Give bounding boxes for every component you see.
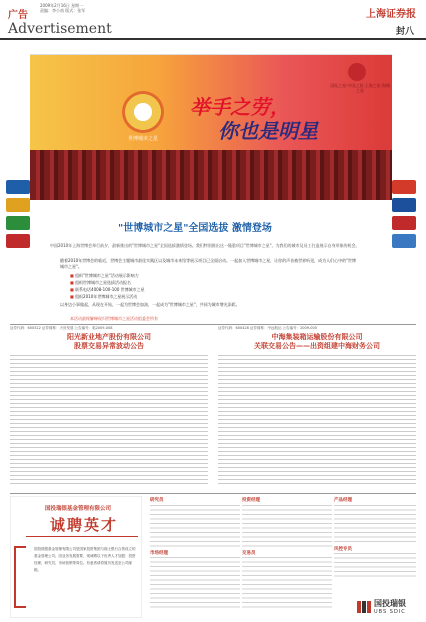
sponsor-logo-icon — [6, 180, 30, 194]
recruit-ad — [10, 496, 142, 618]
bullet-item: ■ 组织2010年世博城市之星展示活动 — [70, 293, 330, 300]
notice-title: 关联交易公告——出资组建中海财务公司 — [254, 342, 380, 350]
job-description — [242, 557, 332, 609]
crowd-silhouette — [30, 150, 392, 200]
page-number: 封八 — [395, 27, 414, 37]
slogan-line-2: 你也是明星 — [218, 119, 318, 143]
sponsor-logos-right — [392, 180, 416, 252]
job-description — [242, 505, 332, 549]
section-divider — [10, 324, 416, 325]
recruit-text: 国投瑞银基金管理有限公司是国家投资集团与瑞士银行合资设立的基金管理公司。因业务发展需要，现诚聘以下优秀人才加盟：投资经理、研究员、市场营销等岗位。有意者请将简历发送至公司邮箱。 — [34, 547, 136, 572]
banner-body-text: 随着2010年世博会的临近，世博会主题城市最佳实践区以及城市未来馆等展示项目已全面启动。一起加入世博城市之星，让你的声音被世界听见，成为人们心中的"世博城市之星"。 — [60, 258, 357, 269]
job-description — [334, 553, 416, 579]
advertisement-heading: Advertisement — [8, 21, 112, 37]
banner-body — [60, 258, 360, 272]
jobs-column — [150, 496, 240, 616]
slogan-line-1: 举手之劳， — [190, 95, 290, 119]
recruit-headline: 诚聘英才 — [49, 516, 118, 534]
bullet-item: ■ 联系电话4008-100-100 世博城市之星 — [70, 286, 330, 293]
banner-footer: 本活动最终解释权归世博城市之星活动组委会所有 — [70, 316, 158, 321]
notice-left — [10, 326, 208, 490]
notice-meta: 证券代码：600428 证券简称：中远航运 公告编号：2009-005 — [218, 326, 317, 330]
expo-star-logo-text: 世博城市之星 — [127, 136, 158, 142]
ubs-mark-icon — [356, 600, 372, 614]
job-heading: 交易员 — [242, 550, 256, 556]
sponsor-logo-text: 国际之星·中国之星·上海之星·海城之星 — [330, 83, 390, 93]
date-line — [40, 3, 85, 13]
sponsor-logo-icon — [392, 234, 416, 248]
banner-closing: 以身边小事做起，从现在开始，一起为世博会加油，一起成为"世博城市之星"，共同为城市增光添彩。 — [60, 302, 240, 307]
notice-right — [218, 326, 416, 490]
banner-intro: 中国2010年上海世博会举行前夕，最新推出的"世博城市之星"全国选拔激情登场。我们特别推出这一隆重项目"世博城市之星"，为我们的城市及员工打造展示自身形象的机会。 — [50, 243, 360, 248]
job-description — [150, 557, 240, 609]
ubs-sub: UBS SDIC — [374, 609, 406, 615]
notice-company: 阳光新业地产股份有限公司 — [67, 333, 151, 341]
bullet-item: ■ 组织"世博城市之星"活动展示影响力 — [70, 272, 330, 279]
job-description — [150, 505, 240, 549]
newspaper-name: 上海证券报 — [366, 9, 416, 20]
notice-company: 中海集装箱运输股份有限公司 — [271, 333, 363, 341]
section-divider — [10, 493, 416, 494]
job-heading: 投资经理 — [242, 498, 260, 503]
recruit-company: 国投瑞银基金管理有限公司 — [44, 506, 111, 512]
sponsor-logo-icon — [6, 234, 30, 248]
notice-body-text — [218, 355, 416, 487]
sponsor-logo-icon — [348, 63, 366, 81]
ad-label: 广告 — [8, 10, 28, 21]
job-heading: 市场经理 — [150, 550, 168, 556]
banner-title: "世博城市之星"全国选拔 激情登场 — [118, 223, 272, 234]
notice-meta: 证券代码：600322 证券简称：天房发展 公告编号：临2009-008 — [10, 326, 113, 330]
page-header — [0, 0, 426, 40]
job-heading: 研究员 — [150, 498, 164, 503]
job-heading: 风控专员 — [334, 546, 352, 552]
bullet-item: ■ 组织世博城市之星选拔活动报名 — [70, 279, 330, 286]
sponsor-logos-left — [6, 180, 30, 252]
sponsor-logo-icon — [392, 198, 416, 212]
bracket-decoration — [14, 546, 26, 608]
notice-body-text — [10, 355, 208, 487]
jobs-column — [242, 496, 332, 616]
sponsor-logo-icon — [392, 180, 416, 194]
job-heading: 产品经理 — [334, 498, 352, 503]
recruit-divider — [26, 536, 138, 537]
ubs-name: 国投瑞银 — [374, 599, 406, 608]
sponsor-logo-icon — [6, 198, 30, 212]
sponsor-logo-icon — [6, 216, 30, 230]
date-line-1: 2009年2月16日 星期一 — [40, 3, 84, 8]
notice-title: 股票交易异常波动公告 — [74, 342, 144, 350]
expo-star-logo-icon — [122, 91, 164, 133]
banner-bullets — [70, 272, 330, 300]
ubs-sdic-logo — [356, 596, 416, 618]
job-description — [334, 505, 416, 545]
sponsor-logo-icon — [392, 216, 416, 230]
date-line-2: 责编：李小南 版式：张军 — [40, 8, 86, 13]
